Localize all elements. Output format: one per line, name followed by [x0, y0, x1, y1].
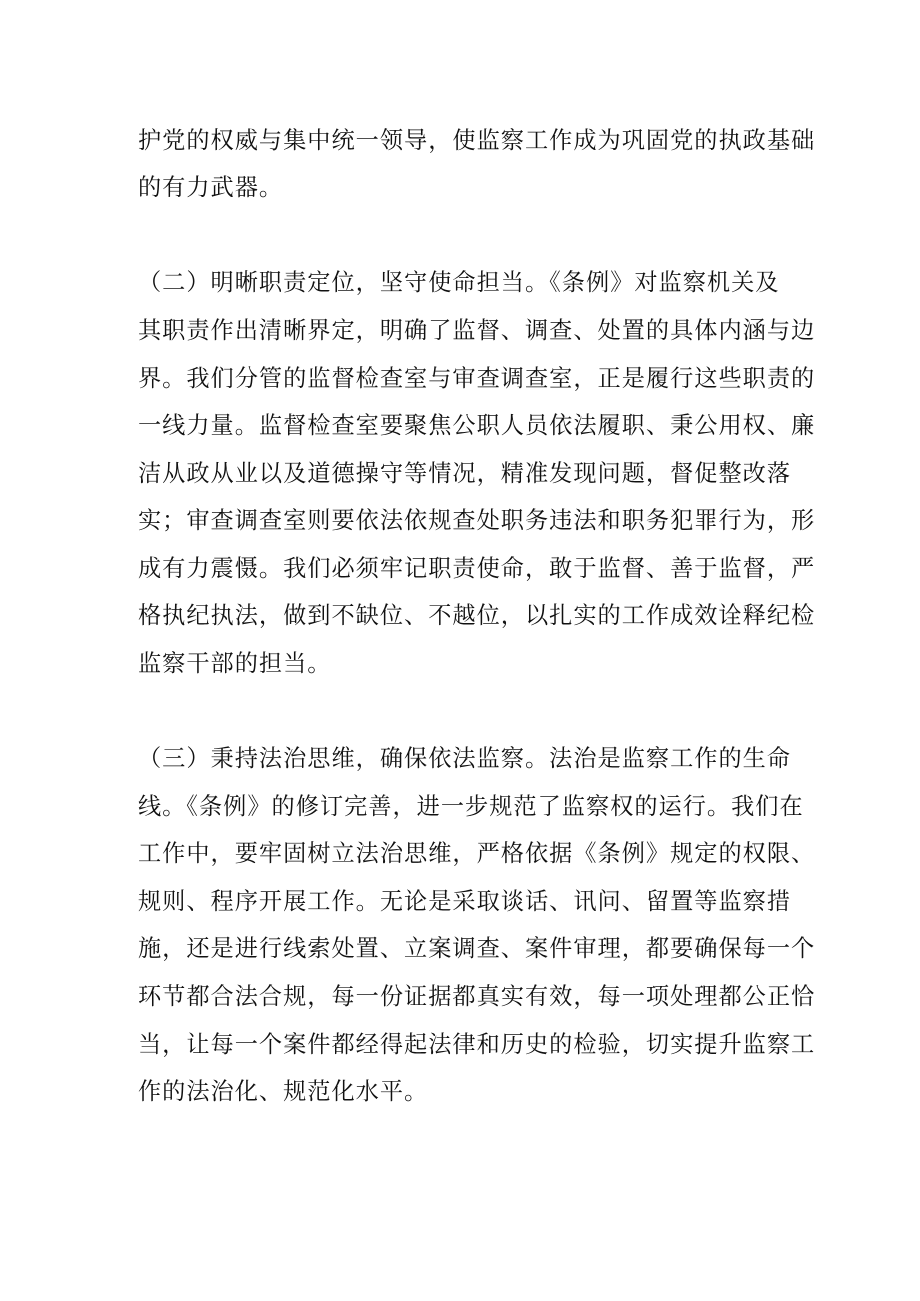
- text-line: 当，让每一个案件都经得起法律和历史的检验，切实提升监察工: [138, 1031, 816, 1058]
- text-line: 的有力武器。: [138, 174, 284, 201]
- text-line: （二）明晰职责定位，坚守使命担当。《条例》对监察机关及: [138, 269, 780, 296]
- text-line: （三）秉持法治思维，确保依法监察。法治是监察工作的生命: [138, 745, 792, 772]
- text-line: 线。《条例》的修订完善，进一步规范了监察权的运行。我们在: [138, 793, 804, 820]
- text-line: 一线力量。监督检查室要聚焦公职人员依法履职、秉公用权、廉: [138, 412, 816, 439]
- text-line: 其职责作出清晰界定，明确了监督、调查、处置的具体内涵与边: [138, 317, 816, 344]
- text-line: 格执纪执法，做到不缺位、不越位，以扎实的工作成效诠释纪检: [138, 602, 816, 629]
- text-line: 施，还是进行线索处置、立案调查、案件审理，都要确保每一个: [138, 935, 816, 962]
- text-line: 成有力震慑。我们必须牢记职责使命，敢于监督、善于监督，严: [138, 555, 816, 582]
- text-line: 规则、程序开展工作。无论是采取谈话、讯问、留置等监察措: [138, 888, 792, 915]
- text-line: 监察干部的担当。: [138, 650, 332, 677]
- text-line: 工作中，要牢固树立法治思维，严格依据《条例》规定的权限、: [138, 840, 816, 867]
- text-line: 界。我们分管的监督检查室与审查调查室，正是履行这些职责的: [138, 365, 816, 392]
- text-line: 作的法治化、规范化水平。: [138, 1078, 429, 1105]
- text-line: 环节都合法合规，每一份证据都真实有效，每一项处理都公正恰: [138, 983, 816, 1010]
- text-line: 实；审查调查室则要依法依规查处职务违法和职务犯罪行为，形: [138, 507, 816, 534]
- text-line: 洁从政从业以及道德操守等情况，精准发现问题，督促整改落: [138, 460, 792, 487]
- text-line: 护党的权威与集中统一领导，使监察工作成为巩固党的执政基础: [138, 127, 816, 154]
